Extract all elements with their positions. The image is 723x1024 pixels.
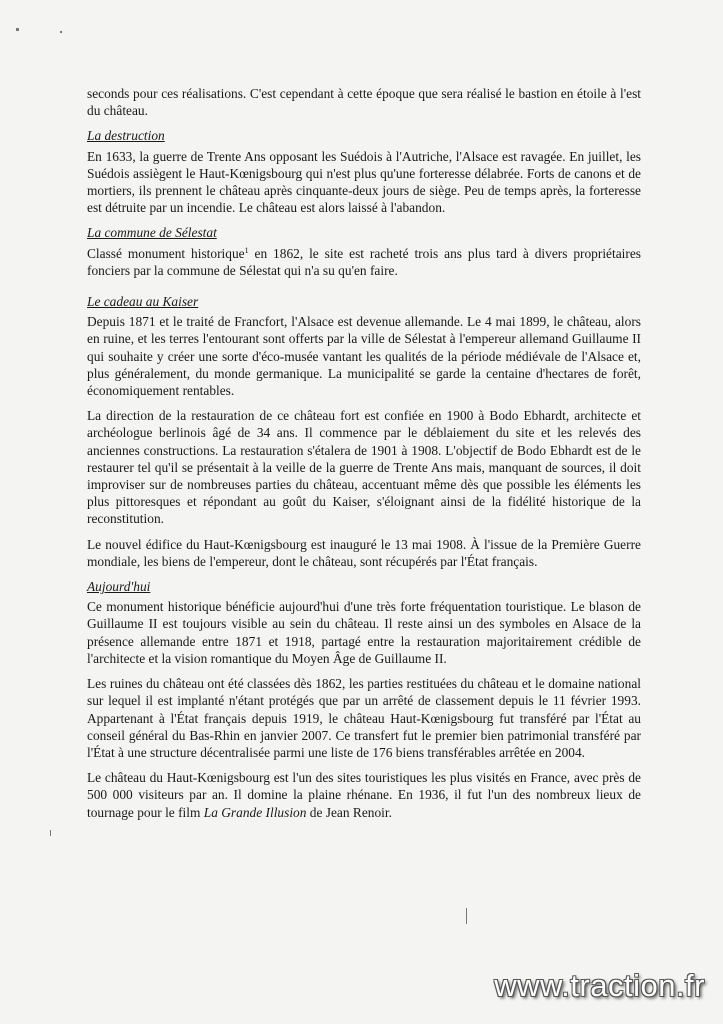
site-watermark: www.traction.fr <box>494 968 705 1003</box>
paragraph-destruction: En 1633, la guerre de Trente Ans opposant les Suédois à l'Autriche, l'Alsace est ravagée. En juillet, les Suédois assiègent le Haut-Kœnigsbourg qui n'est plus qu'une forteresse délabrée. Forts de canons et de mortiers, ils prennent le château après cinquante-deux jours de siège. Peu de temps après, la forteresse est détruite par un incendie. Le château est alors laissé à l'abandon. <box>87 148 641 216</box>
intro-paragraph: seconds pour ces réalisations. C'est cependant à cette époque que sera réalisé le bastion en étoile à l'est du château. <box>87 86 641 119</box>
section-heading-destruction: La destruction <box>87 128 165 144</box>
classement-text-after: en 1862, le site est racheté trois ans plus tard à divers propriétaires fonciers par la commune de Sélestat qui n'a su qu'en faire. <box>87 245 641 278</box>
film-title: La Grande Illusion <box>203 804 307 820</box>
scan-speck <box>50 830 51 836</box>
footnote-marker: 1 <box>244 245 249 255</box>
section-heading-selestat: La commune de Sélestat <box>87 225 217 241</box>
classement-text-before: Classé monument historique <box>87 245 245 261</box>
last-paragraph-text-before: Le château du Haut-Kœnigsbourg est l'un des sites touristiques les plus visités en France, avec près de 500 000 visiteurs par an. Il domine la plaine rhénane. En 1936, il fut l'un des nombreux lieux de tournage pour le film <box>87 770 641 820</box>
scan-speck <box>16 28 19 31</box>
paragraph-selestat <box>87 245 641 279</box>
section-heading-aujourdhui: Aujourd'hui <box>87 579 151 595</box>
paragraph-aujourdhui-2: Les ruines du château ont été classées dès 1862, les parties restituées du château et le domaine national sur lequel il est implanté n'étant protégés que par un arrêté de classement depuis le 11 février 1993. Appartenant à l'État français depuis 1919, le château Haut-Kœnigsbourg fut transféré par l'État au conseil général du Bas-Rhin en janvier 2007. Ce transfert fut le premier bien patrimonial transféré par l'État à une structure décentralisée parmi une liste de 176 biens transférables arrêtée en 2004. <box>87 676 641 760</box>
section-heading-kaiser: Le cadeau au Kaiser <box>87 294 199 310</box>
paragraph-kaiser-2: La direction de la restauration de ce château fort est confiée en 1900 à Bodo Ebhardt, architecte et archéologue berlinois âgé de 34 ans. Il commence par le déblaiement du site et les relevés des anciennes constructions. La restauration s'étalera de 1901 à 1908. L'objectif de Bodo Ebhardt est de le restaurer tel qu'il se présentait à la veille de la guerre de Trente Ans mais, manquant de sources, il doit improviser sur de nombreuses parties du château, accentuant même dès que possible les éléments les plus pittoresques et répondant au goût du Kaiser, s'éloignant ainsi de la fidélité historique de la reconstitution. <box>87 408 641 527</box>
paragraph-kaiser-1: Depuis 1871 et le traité de Francfort, l'Alsace est devenue allemande. Le 4 mai 1899, le château, alors en ruine, et les terres l'entourant sont offerts par la ville de Sélestat à l'empereur allemand Guillaume II qui souhaite y créer une sorte d'éco-musée vantant les qualités de la période médiévale de l'Alsace et, plus généralement, du monde germanique. La municipalité se garde la centaine d'hectares de forêt, économiquement rentables. <box>87 314 641 399</box>
paragraph-aujourdhui-3 <box>87 769 641 821</box>
last-paragraph-text-after: de Jean Renoir. <box>306 804 392 820</box>
paragraph-aujourdhui-1: Ce monument historique bénéficie aujourd'hui d'une très forte fréquentation touristique. Le blason de Guillaume II est toujours visible au sein du château. Il reste ainsi un des symboles en Alsace de la présence allemande entre 1871 et 1918, partagé entre la restauration majoritairement crédible de l'architecte et la vision romantique du Moyen Âge de Guillaume II. <box>87 599 641 666</box>
document-body <box>87 85 641 829</box>
scan-speck <box>60 31 62 33</box>
scan-speck <box>466 908 467 924</box>
paragraph-kaiser-3: Le nouvel édifice du Haut-Kœnigsbourg est inauguré le 13 mai 1908. À l'issue de la Première Guerre mondiale, les biens de l'empereur, dont le château, sont récupérés par l'État français. <box>87 536 641 569</box>
